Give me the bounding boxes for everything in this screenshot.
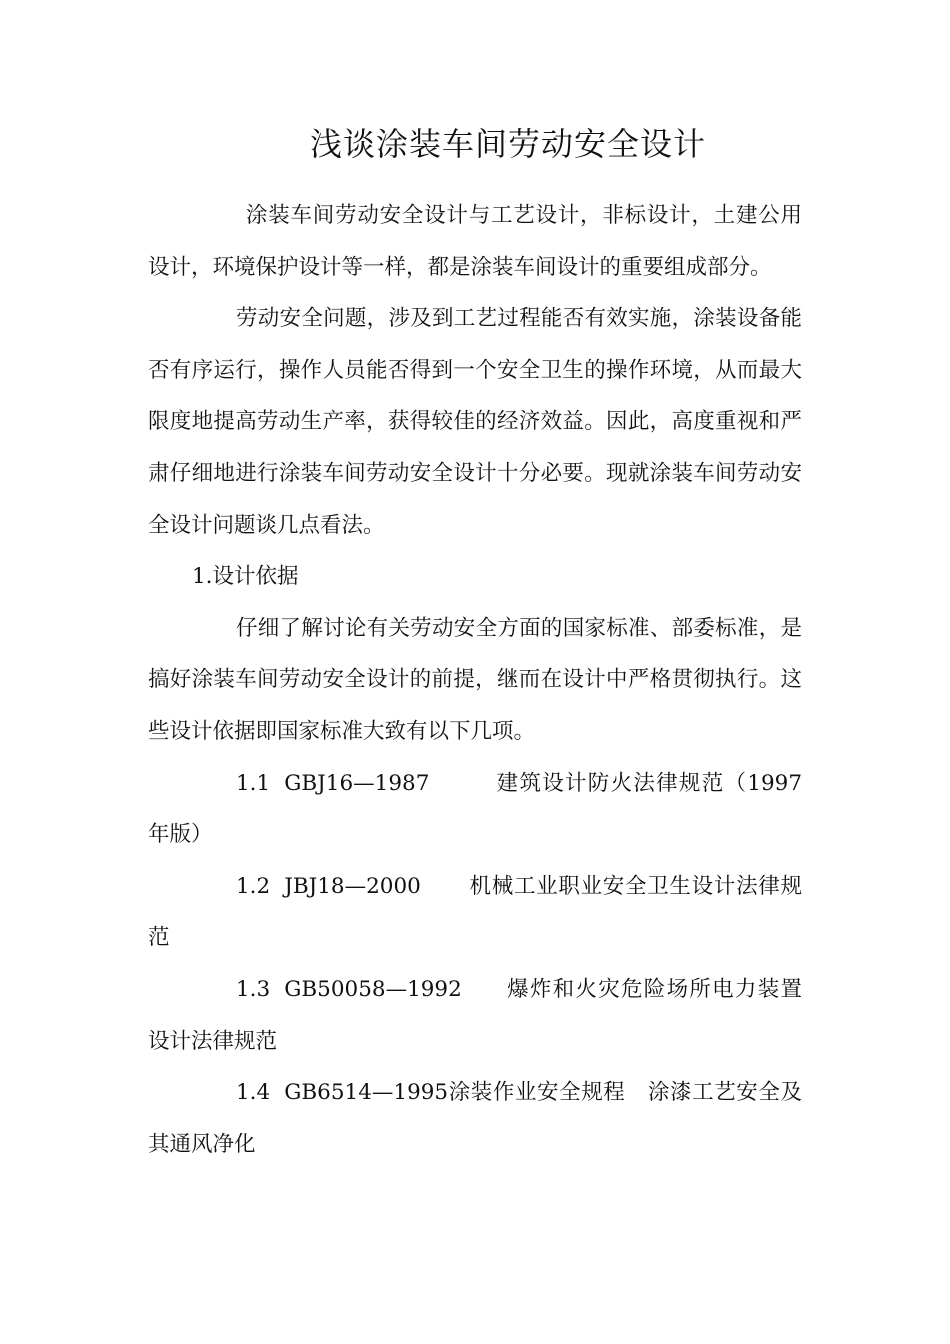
paragraph-intro: 涂装车间劳动安全设计与工艺设计，非标设计，土建公用设计，环境保护设计等一样，都是涂装车间设计的重要组成部分。: [148, 203, 802, 280]
standard-name: 机械工业职业安全卫生设计法律规范: [148, 873, 802, 951]
section-heading: 1.设计依据: [192, 564, 299, 590]
standard-number: 1.3: [236, 976, 271, 1002]
standard-name: 爆炸和火灾危险场所电力装置设计法律规范: [148, 976, 802, 1054]
standard-code: GBJ16—1987: [284, 770, 430, 796]
standard-item: [148, 758, 802, 861]
standard-code: JBJ18—2000: [284, 873, 421, 899]
document-body: [148, 190, 802, 1170]
standard-item: [148, 1067, 802, 1170]
standard-number: 1.2: [236, 873, 271, 899]
paragraph-importance: 劳动安全问题，涉及到工艺过程能否有效实施，涂装设备能否有序运行，操作人员能否得到一个安全卫生的操作环境，从而最大限度地提高劳动生产率，获得较佳的经济效益。因此，高度重视和严肃仔细地进行涂装车间劳动安全设计十分必要。现就涂装车间劳动安全设计问题谈几点看法。: [148, 306, 802, 538]
paragraph-basis: 仔细了解讨论有关劳动安全方面的国家标准、部委标准，是搞好涂装车间劳动安全设计的前提，继而在设计中严格贯彻执行。这些设计依据即国家标准大致有以下几项。: [148, 615, 802, 744]
standard-item: [148, 964, 802, 1067]
document-title: 浅谈涂装车间劳动安全设计: [309, 125, 706, 163]
standard-name: 建筑设计防火法律规范（1997年版）: [148, 770, 802, 848]
standard-extra: 涂漆工艺安全及其通风净化: [148, 1080, 802, 1157]
standard-code: GB6514—1995: [284, 1080, 449, 1106]
standard-code: GB50058—1992: [284, 976, 462, 1002]
standard-number: 1.4: [236, 1080, 271, 1106]
standard-name: 涂装作业安全规程: [448, 1080, 626, 1106]
standard-number: 1.1: [236, 770, 271, 796]
standard-item: [148, 861, 802, 964]
